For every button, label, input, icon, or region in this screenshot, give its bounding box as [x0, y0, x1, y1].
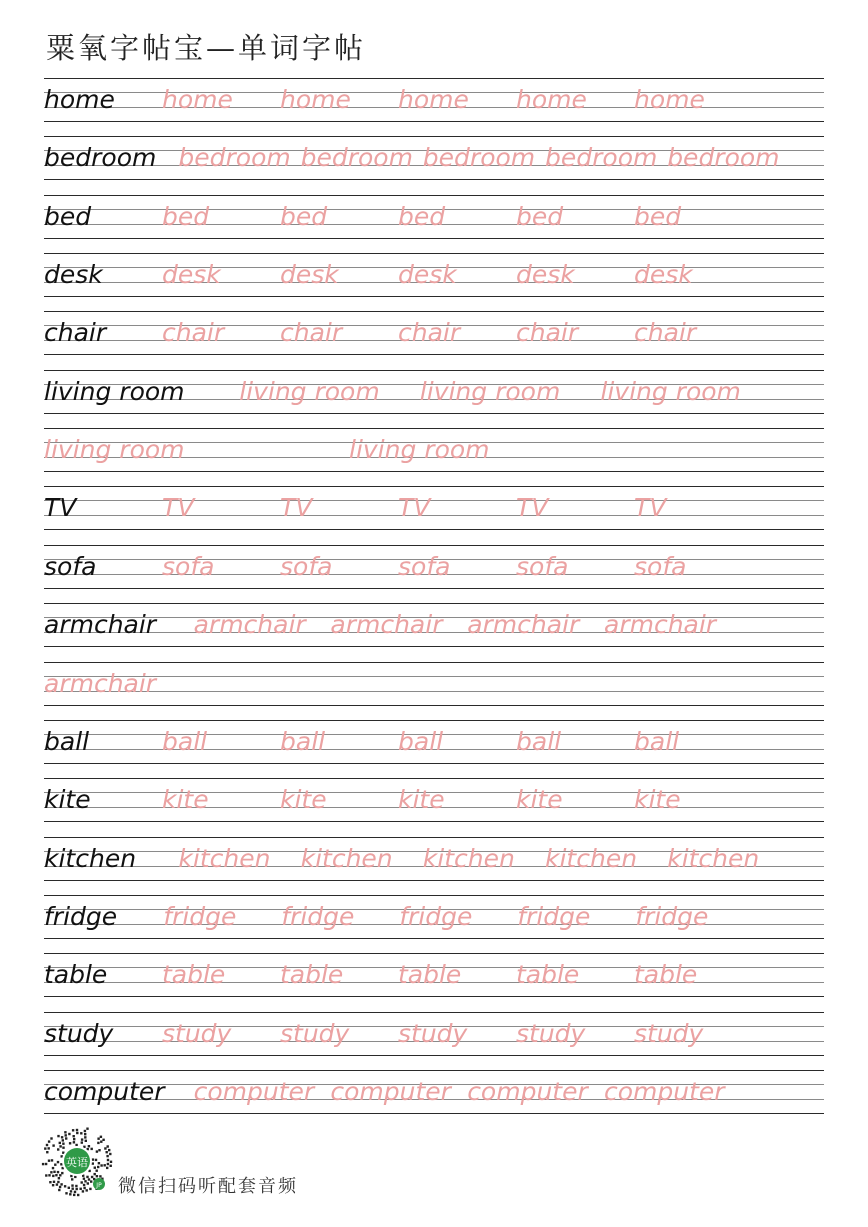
guide-line: [44, 296, 824, 297]
trace-word: study: [634, 1018, 704, 1048]
trace-word: ball: [634, 726, 680, 756]
guide-line: [44, 78, 824, 79]
practice-row: [44, 662, 824, 720]
trace-word: kite: [162, 785, 209, 815]
trace-word: ball: [280, 726, 326, 756]
master-word: computer: [44, 1076, 165, 1106]
qr-code-icon: [41, 1127, 113, 1199]
master-word: table: [44, 960, 108, 990]
guide-line: [44, 953, 824, 954]
footer-caption: 微信扫码听配套音频: [118, 1176, 298, 1197]
guide-line: [44, 136, 824, 137]
trace-word: table: [516, 960, 580, 990]
trace-word: bedroom: [178, 143, 291, 173]
trace-word: chair: [634, 318, 697, 348]
master-word: bed: [44, 201, 92, 231]
trace-word: armchair: [193, 610, 306, 640]
guide-line: [44, 471, 824, 472]
trace-word: chair: [162, 318, 225, 348]
trace-word: kitchen: [545, 843, 638, 873]
trace-word: kite: [634, 785, 681, 815]
trace-word: chair: [398, 318, 461, 348]
trace-word: computer: [330, 1076, 451, 1106]
trace-word: TV: [398, 493, 431, 523]
trace-word: study: [398, 1018, 468, 1048]
master-word: kitchen: [44, 843, 137, 873]
trace-word: home: [280, 85, 351, 114]
trace-word: living room: [239, 376, 380, 406]
trace-word: bedroom: [545, 143, 658, 173]
trace-word: TV: [634, 493, 667, 523]
trace-word: living room: [419, 376, 561, 406]
master-word: sofa: [44, 551, 97, 581]
trace-word: armchair: [44, 668, 157, 698]
practice-row: [44, 253, 824, 311]
trace-word: sofa: [162, 551, 215, 581]
guide-line: [44, 895, 824, 896]
guide-line: [44, 1055, 824, 1056]
master-word: study: [44, 1018, 114, 1048]
qr-badge-label: 英语: [66, 1156, 88, 1169]
trace-word: kite: [398, 785, 445, 815]
trace-word: kitchen: [178, 843, 271, 873]
trace-word: bed: [634, 201, 682, 231]
master-word: ball: [44, 726, 90, 756]
guide-line: [44, 529, 824, 530]
guide-line: [44, 603, 824, 604]
trace-word: fridge: [635, 901, 709, 931]
guide-line: [44, 238, 824, 239]
trace-word: study: [162, 1018, 232, 1048]
guide-line: [44, 778, 824, 779]
practice-row: [44, 136, 824, 194]
trace-word: kite: [280, 785, 327, 815]
trace-word: desk: [280, 260, 339, 290]
guide-line: [44, 428, 824, 429]
guide-line: [44, 515, 824, 516]
master-word: kite: [44, 785, 91, 815]
trace-word: study: [516, 1018, 586, 1048]
guide-line: [44, 179, 824, 180]
qr-corner-label: JP: [96, 1182, 102, 1189]
practice-row: [44, 837, 824, 895]
master-word: chair: [44, 318, 107, 348]
trace-word: fridge: [281, 901, 355, 931]
guide-line: [44, 821, 824, 822]
trace-word: table: [162, 960, 226, 990]
guide-line: [44, 676, 824, 677]
master-word: TV: [44, 493, 77, 523]
trace-word: bed: [516, 201, 564, 231]
guide-line: [44, 500, 824, 501]
trace-word: armchair: [604, 610, 717, 640]
master-word: fridge: [44, 901, 118, 931]
guide-line: [44, 195, 824, 196]
master-word: desk: [44, 260, 103, 290]
trace-word: fridge: [163, 901, 237, 931]
trace-word: bedroom: [422, 143, 536, 173]
guide-line: [44, 1113, 824, 1114]
practice-row: [44, 370, 824, 428]
trace-word: computer: [467, 1076, 588, 1106]
trace-word: desk: [162, 260, 221, 290]
trace-word: sofa: [516, 551, 569, 581]
trace-word: kitchen: [667, 843, 760, 873]
guide-line: [44, 253, 824, 254]
guide-line: [44, 646, 824, 647]
guide-line: [44, 311, 824, 312]
trace-word: TV: [516, 493, 549, 523]
trace-word: ball: [162, 726, 208, 756]
guide-line: [44, 705, 824, 706]
trace-word: bedroom: [667, 143, 780, 173]
master-word: home: [44, 85, 115, 114]
practice-row: [44, 545, 824, 603]
trace-word: ball: [398, 726, 444, 756]
guide-line: [44, 413, 824, 414]
trace-word: table: [280, 960, 344, 990]
trace-word: living room: [349, 435, 490, 465]
trace-word: fridge: [399, 901, 473, 931]
trace-word: bed: [398, 201, 446, 231]
trace-word: computer: [604, 1076, 725, 1106]
practice-row: [44, 428, 824, 486]
trace-word: table: [634, 960, 698, 990]
guide-line: [44, 938, 824, 939]
trace-word: living room: [44, 435, 185, 465]
practice-row: [44, 895, 824, 953]
practice-row: [44, 953, 824, 1011]
trace-word: home: [634, 85, 705, 114]
guide-line: [44, 354, 824, 355]
guide-line: [44, 691, 824, 692]
trace-word: study: [280, 1018, 350, 1048]
trace-word: sofa: [634, 551, 687, 581]
trace-word: sofa: [398, 551, 451, 581]
master-word: armchair: [44, 610, 157, 640]
trace-word: computer: [193, 1076, 315, 1106]
trace-word: chair: [280, 318, 343, 348]
guide-line: [44, 1070, 824, 1071]
trace-word: table: [398, 960, 462, 990]
page-title: 粟氧字帖宝—单词字帖: [46, 31, 367, 65]
practice-row: [44, 603, 824, 661]
trace-word: living room: [600, 376, 741, 406]
practice-row: [44, 720, 824, 778]
trace-word: TV: [280, 493, 313, 523]
practice-row: [44, 486, 824, 544]
trace-word: home: [516, 85, 587, 114]
master-word: bedroom: [44, 143, 157, 173]
guide-line: [44, 662, 824, 663]
trace-word: home: [398, 85, 469, 114]
trace-word: kite: [516, 785, 563, 815]
guide-line: [44, 588, 824, 589]
trace-word: sofa: [280, 551, 333, 581]
guide-line: [44, 720, 824, 721]
trace-word: bedroom: [300, 143, 413, 173]
practice-row: [44, 311, 824, 369]
trace-word: desk: [398, 260, 457, 290]
practice-row: [44, 195, 824, 253]
trace-word: fridge: [517, 901, 591, 931]
guide-line: [44, 545, 824, 546]
guide-line: [44, 486, 824, 487]
trace-word: armchair: [330, 610, 443, 640]
guide-line: [44, 837, 824, 838]
practice-row: [44, 1012, 824, 1070]
trace-word: kitchen: [422, 843, 515, 873]
trace-word: kitchen: [300, 843, 393, 873]
trace-word: desk: [634, 260, 693, 290]
trace-word: TV: [162, 493, 195, 523]
guide-line: [44, 763, 824, 764]
practice-row: [44, 778, 824, 836]
trace-word: ball: [516, 726, 562, 756]
guide-line: [44, 1012, 824, 1013]
guide-line: [44, 880, 824, 881]
practice-row: [44, 78, 824, 136]
guide-line: [44, 121, 824, 122]
trace-word: bed: [280, 201, 328, 231]
trace-word: desk: [516, 260, 575, 290]
trace-word: armchair: [467, 610, 580, 640]
practice-row: [44, 1070, 824, 1128]
trace-word: bed: [162, 201, 210, 231]
trace-word: home: [162, 85, 233, 114]
guide-line: [44, 370, 824, 371]
trace-word: chair: [516, 318, 579, 348]
guide-line: [44, 996, 824, 997]
master-word: living room: [44, 376, 185, 406]
